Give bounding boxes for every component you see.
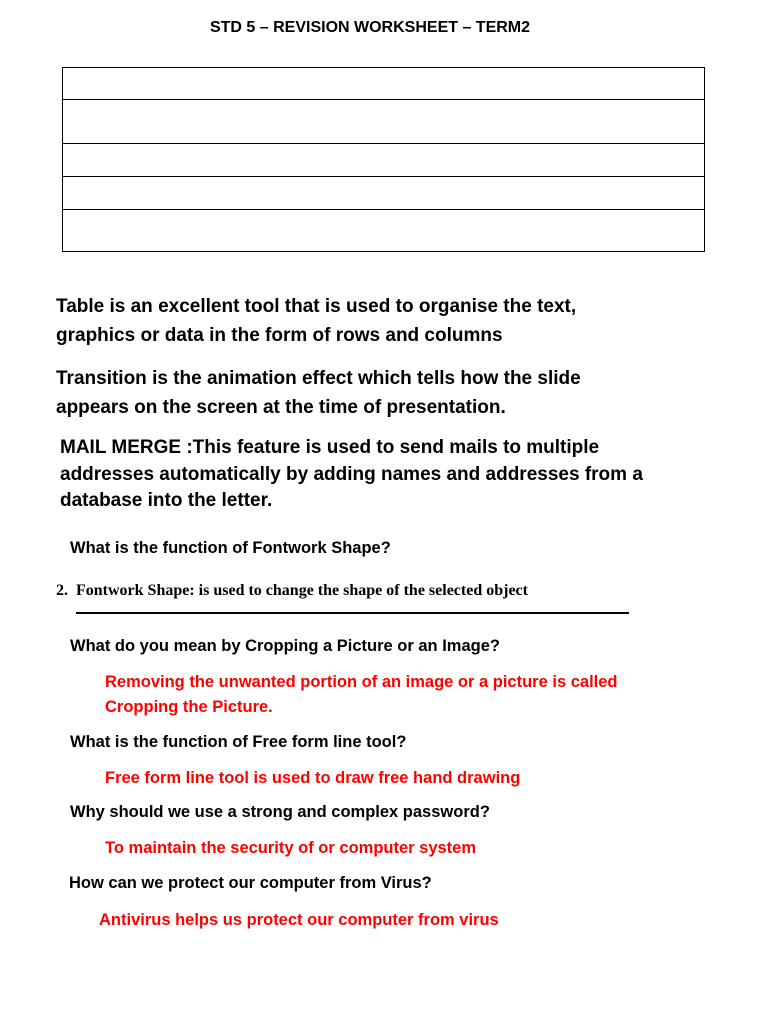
answer-cropping-line: Cropping the Picture. [105, 698, 273, 716]
transition-definition-line: Transition is the animation effect which tells how the slide [56, 368, 581, 389]
answer-fontwork-text: Fontwork Shape: is used to change the shape of the selected object [76, 582, 528, 599]
question-cropping: What do you mean by Cropping a Picture or an Image? [70, 637, 500, 655]
answer-cropping-line: Removing the unwanted portion of an image or a picture is called [105, 673, 618, 691]
empty-table [62, 67, 705, 252]
table-definition-line: Table is an excellent tool that is used to organise the text, [56, 296, 577, 317]
table-row-divider [63, 176, 704, 177]
table-row-divider [63, 99, 704, 100]
transition-definition [56, 364, 581, 422]
mail-merge-definition [60, 435, 643, 515]
question-freeform: What is the function of Free form line tool? [70, 733, 407, 751]
question-password: Why should we use a strong and complex password? [70, 803, 490, 821]
table-row-divider [63, 209, 704, 210]
answer-freeform: Free form line tool is used to draw free hand drawing [105, 769, 521, 787]
mail-merge-line: database into the letter. [60, 490, 273, 511]
answer-password: To maintain the security of or computer system [105, 839, 477, 857]
question-virus: How can we protect our computer from Virus? [69, 874, 432, 892]
answer-number: 2. [56, 582, 68, 599]
answer-cropping [105, 670, 618, 720]
page-title: STD 5 – REVISION WORKSHEET – TERM2 [209, 19, 531, 36]
horizontal-rule [76, 612, 629, 614]
table-row-divider [63, 143, 704, 144]
transition-definition-line: appears on the screen at the time of presentation. [56, 397, 506, 418]
answer-virus: Antivirus helps us protect our computer from virus [99, 911, 499, 929]
mail-merge-line: addresses automatically by adding names and addresses from a [60, 463, 643, 485]
mail-merge-line: MAIL MERGE :This feature is used to send mails to multiple [60, 437, 600, 458]
question-fontwork: What is the function of Fontwork Shape? [70, 539, 391, 557]
table-definition [56, 292, 576, 350]
answer-fontwork [56, 582, 528, 600]
table-definition-line: graphics or data in the form of rows and columns [56, 325, 503, 346]
